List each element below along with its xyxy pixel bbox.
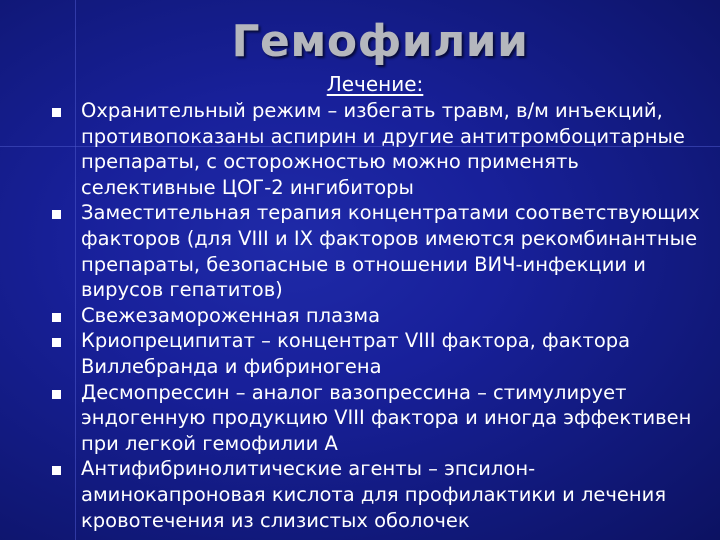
slide-subtitle: Лечение: xyxy=(326,72,424,96)
list-item xyxy=(50,98,715,200)
treatment-list xyxy=(50,98,715,533)
list-item-text: Десмопрессин – аналог вазопрессина – стимулирует эндогенную продукцию VIII фактора и иногда эффективен при легкой гемофилии А xyxy=(81,380,692,455)
square-bullet-icon xyxy=(52,466,61,475)
square-bullet-icon xyxy=(52,390,61,399)
square-bullet-icon xyxy=(52,313,61,322)
list-item-text: Криопреципитат – концентрат VIII фактора, фактора Виллебранда и фибриногена xyxy=(81,329,631,378)
list-item-text: Охранительный режим – избегать травм, в/м инъекций, противопоказаны аспирин и другие антитромбоцитарные препараты, с осторожностью можно применять селективные ЦОГ-2 ингибиторы xyxy=(81,99,685,199)
list-item xyxy=(50,303,715,329)
list-item xyxy=(50,200,715,302)
list-item xyxy=(50,456,715,533)
slide-title: Гемофилии xyxy=(231,16,529,67)
list-item xyxy=(50,380,715,457)
list-item xyxy=(50,328,715,379)
square-bullet-icon xyxy=(52,210,61,219)
list-item-text: Заместительная терапия концентратами соответствующих факторов (для VIII и IX факторов имеются рекомбинантные препараты, безопасные в отношении ВИЧ-инфекции и вирусов гепатитов) xyxy=(81,201,700,302)
list-item-text: Антифибринолитические агенты – эпсилон-аминокапроновая кислота для профилактики и лечения кровотечения из слизистых оболочек xyxy=(81,457,667,532)
square-bullet-icon xyxy=(52,108,61,117)
square-bullet-icon xyxy=(52,338,61,347)
list-item-text: Свежезамороженная плазма xyxy=(81,303,381,327)
